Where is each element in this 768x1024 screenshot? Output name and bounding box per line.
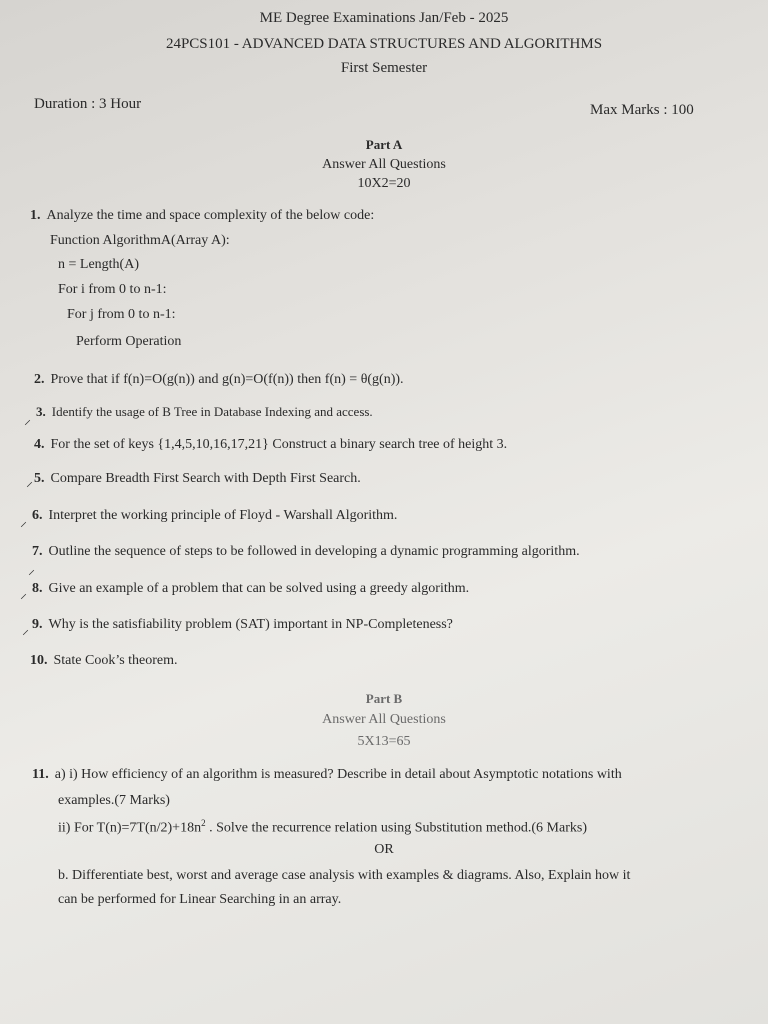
part-a-marks: 10X2=20 (357, 176, 411, 191)
question-number: 3. (36, 404, 46, 419)
question-number: 4. (34, 437, 45, 452)
question-11-b-cont: can be performed for Linear Searching in an array. (58, 892, 342, 907)
pen-tick-mark: ⸝ (24, 413, 31, 428)
question-text: Outline the sequence of steps to be followed in developing a dynamic programming algorithm. (48, 544, 580, 559)
pen-tick-mark: ⸝ (20, 515, 27, 530)
code-line: For j from 0 to n-1: (67, 307, 176, 322)
question-number: 9. (32, 617, 43, 632)
pen-tick-mark: ⸝ (22, 623, 29, 638)
question-5 (34, 471, 361, 487)
question-text: Compare Breadth First Search with Depth First Search. (50, 471, 361, 486)
superscript: 2 (201, 818, 206, 828)
pen-tick-mark: ⸝ (20, 587, 27, 602)
part-b-title: Part B (365, 691, 403, 706)
semester: First Semester (340, 60, 428, 76)
duration: Duration : 3 Hour (34, 96, 142, 112)
question-7 (32, 544, 580, 560)
question-text: Give an example of a problem that can be solved using a greedy algorithm. (48, 581, 470, 596)
question-number: 1. (30, 208, 41, 223)
question-11-b: b. Differentiate best, worst and average case analysis with examples & diagrams. Also, Explain how it (58, 868, 631, 883)
question-text: Analyze the time and space complexity of the below code: (46, 208, 375, 223)
question-11-a-ii (58, 818, 587, 837)
question-number: 10. (30, 653, 48, 668)
question-number: 2. (34, 372, 45, 387)
question-text: a) i) How efficiency of an algorithm is measured? Describe in detail about Asymptotic notations with (54, 767, 622, 782)
question-3 (36, 404, 373, 420)
question-text: State Cook’s theorem. (53, 653, 178, 668)
max-marks: Max Marks : 100 (590, 102, 694, 118)
question-number: 5. (34, 471, 45, 486)
question-1 (30, 208, 374, 224)
code-line: For i from 0 to n-1: (58, 282, 167, 297)
question-2 (34, 372, 404, 388)
question-8 (32, 581, 469, 597)
pen-tick-mark: ⸝ (28, 563, 35, 578)
part-b-marks: 5X13=65 (357, 734, 411, 749)
question-text: Why is the satisfiability problem (SAT) important in NP-Completeness? (48, 617, 453, 632)
question-number: 11. (32, 767, 49, 782)
question-text: ii) For T(n)=7T(n/2)+18n (58, 820, 202, 836)
question-9 (32, 617, 453, 633)
code-line: Perform Operation (76, 334, 182, 349)
question-11-a-i-cont: examples.(7 Marks) (58, 793, 170, 808)
question-6 (32, 508, 397, 524)
course-title: 24PCS101 - ADVANCED DATA STRUCTURES AND ALGORITHMS (165, 36, 603, 52)
question-11-a-i (32, 767, 622, 783)
part-b-instruction: Answer All Questions (322, 712, 446, 727)
code-line: Function AlgorithmA(Array A): (50, 233, 230, 248)
or-separator: OR (374, 842, 394, 857)
question-number: 6. (32, 508, 43, 523)
question-number: 7. (32, 544, 43, 559)
question-text: For the set of keys {1,4,5,10,16,17,21} Construct a binary search tree of height 3. (50, 437, 508, 452)
question-10 (30, 653, 178, 669)
pen-tick-mark: ⸝ (26, 475, 33, 490)
part-a-title: Part A (365, 137, 403, 152)
question-4 (34, 437, 507, 453)
question-text: Interpret the working principle of Floyd - Warshall Algorithm. (48, 508, 398, 523)
part-a-instruction: Answer All Questions (322, 157, 446, 172)
question-text: . Solve the recurrence relation using Substitution method.(6 Marks) (205, 820, 587, 836)
code-line: n = Length(A) (58, 257, 139, 272)
question-text: Identify the usage of B Tree in Database Indexing and access. (51, 404, 373, 419)
question-number: 8. (32, 581, 43, 596)
question-text: Prove that if f(n)=O(g(n)) and g(n)=O(f(n)) then f(n) = θ(g(n)). (50, 372, 404, 387)
exam-title: ME Degree Examinations Jan/Feb - 2025 (259, 10, 509, 26)
